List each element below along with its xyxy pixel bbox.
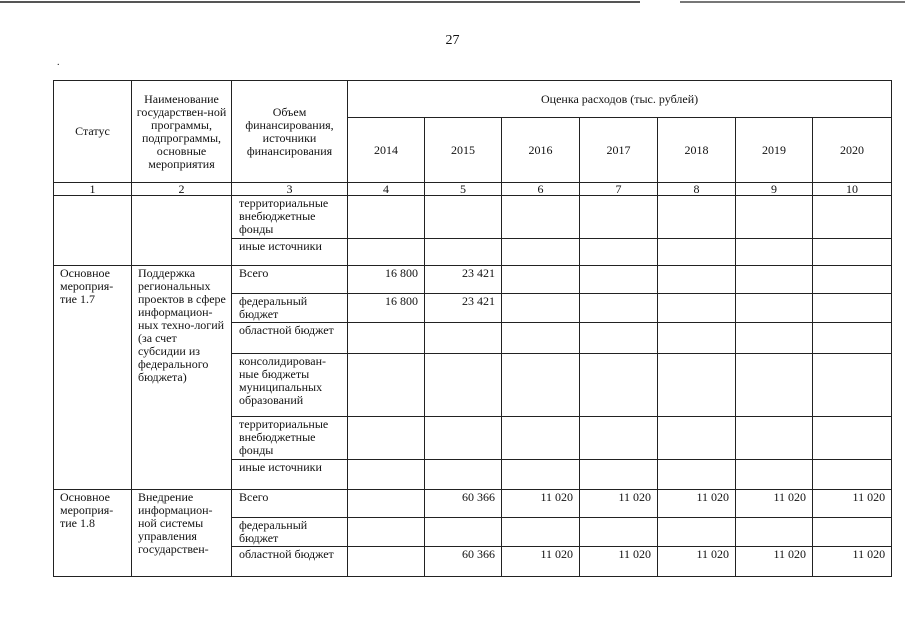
amount-cell xyxy=(425,417,502,460)
amount-cell xyxy=(425,460,502,490)
year-header: 2019 xyxy=(736,118,813,183)
amount-cell xyxy=(736,417,813,460)
amount-cell xyxy=(348,547,425,577)
header-row-1 xyxy=(54,81,892,118)
amount-cell xyxy=(658,518,736,547)
header-volume: Объем финансирования, источники финансирования xyxy=(232,81,348,183)
amount-cell xyxy=(348,323,425,354)
amount-cell xyxy=(736,354,813,417)
funding-source-cell: территориальные внебюджетные фонды xyxy=(232,196,348,239)
index-cell: 1 xyxy=(54,183,132,196)
table-row xyxy=(54,490,892,518)
amount-cell: 11 020 xyxy=(502,547,580,577)
amount-cell: 23 421 xyxy=(425,266,502,294)
amount-cell xyxy=(348,196,425,239)
funding-source-cell: иные источники xyxy=(232,239,348,266)
amount-cell xyxy=(658,323,736,354)
amount-cell: 11 020 xyxy=(580,547,658,577)
amount-cell: 16 800 xyxy=(348,266,425,294)
amount-cell xyxy=(348,417,425,460)
amount-cell xyxy=(736,323,813,354)
amount-cell xyxy=(580,266,658,294)
amount-cell xyxy=(502,460,580,490)
amount-cell xyxy=(502,354,580,417)
amount-cell xyxy=(658,294,736,323)
amount-cell: 60 366 xyxy=(425,490,502,518)
amount-cell xyxy=(580,354,658,417)
amount-cell xyxy=(425,354,502,417)
amount-cell xyxy=(813,518,892,547)
amount-cell xyxy=(348,354,425,417)
amount-cell xyxy=(580,239,658,266)
table-row xyxy=(54,266,892,294)
amount-cell xyxy=(348,239,425,266)
amount-cell xyxy=(813,417,892,460)
amount-cell: 11 020 xyxy=(813,490,892,518)
amount-cell: 11 020 xyxy=(736,490,813,518)
funding-source-cell: консолидирован-ные бюджеты муниципальных образований xyxy=(232,354,348,417)
block-measure-1-8 xyxy=(54,490,892,577)
amount-cell xyxy=(580,460,658,490)
amount-cell xyxy=(736,239,813,266)
header-estimate: Оценка расходов (тыс. рублей) xyxy=(348,81,892,118)
amount-cell: 11 020 xyxy=(658,490,736,518)
amount-cell: 11 020 xyxy=(502,490,580,518)
amount-cell xyxy=(813,266,892,294)
header-name: Наименование государствен-ной программы, подпрограммы, основные мероприятия xyxy=(132,81,232,183)
amount-cell xyxy=(502,417,580,460)
index-cell: 7 xyxy=(580,183,658,196)
status-cell: Основное мероприя-тие 1.7 xyxy=(54,266,132,490)
table-row xyxy=(54,196,892,239)
year-header: 2018 xyxy=(658,118,736,183)
amount-cell xyxy=(813,239,892,266)
amount-cell xyxy=(658,266,736,294)
amount-cell xyxy=(502,518,580,547)
amount-cell xyxy=(658,354,736,417)
amount-cell: 11 020 xyxy=(813,547,892,577)
funding-source-cell: федеральный бюджет xyxy=(232,518,348,547)
index-cell: 8 xyxy=(658,183,736,196)
amount-cell xyxy=(580,417,658,460)
amount-cell: 23 421 xyxy=(425,294,502,323)
year-header: 2014 xyxy=(348,118,425,183)
amount-cell xyxy=(425,239,502,266)
index-cell: 10 xyxy=(813,183,892,196)
page-number: 27 xyxy=(445,33,460,48)
funding-source-cell: областной бюджет xyxy=(232,323,348,354)
amount-cell xyxy=(658,196,736,239)
index-cell: 9 xyxy=(736,183,813,196)
amount-cell xyxy=(580,196,658,239)
top-line-right xyxy=(680,1,905,3)
amount-cell: 11 020 xyxy=(580,490,658,518)
amount-cell xyxy=(502,239,580,266)
year-header: 2017 xyxy=(580,118,658,183)
amount-cell xyxy=(736,518,813,547)
header-status: Статус xyxy=(54,81,132,183)
status-cell xyxy=(54,196,132,266)
amount-cell xyxy=(736,460,813,490)
index-cell: 6 xyxy=(502,183,580,196)
funding-source-cell: областной бюджет xyxy=(232,547,348,577)
amount-cell xyxy=(348,518,425,547)
index-cell: 4 xyxy=(348,183,425,196)
year-header: 2016 xyxy=(502,118,580,183)
amount-cell xyxy=(425,323,502,354)
amount-cell xyxy=(813,460,892,490)
amount-cell xyxy=(736,266,813,294)
stray-mark: . xyxy=(57,57,60,68)
amount-cell xyxy=(580,294,658,323)
amount-cell xyxy=(580,518,658,547)
top-border-line xyxy=(0,0,905,4)
block-previous xyxy=(54,196,892,266)
funding-source-cell: Всего xyxy=(232,490,348,518)
status-cell: Основное мероприя-тие 1.8 xyxy=(54,490,132,577)
amount-cell xyxy=(658,417,736,460)
year-header: 2015 xyxy=(425,118,502,183)
funding-source-cell: федеральный бюджет xyxy=(232,294,348,323)
index-cell: 2 xyxy=(132,183,232,196)
funding-source-cell: Всего xyxy=(232,266,348,294)
top-line-left xyxy=(0,1,640,3)
amount-cell xyxy=(813,294,892,323)
index-cell: 3 xyxy=(232,183,348,196)
year-header: 2020 xyxy=(813,118,892,183)
amount-cell xyxy=(813,323,892,354)
amount-cell xyxy=(502,323,580,354)
measure-name-cell: Поддержка региональных проектов в сфере информацион-ных техно-логий (за счет субсидии из федерального бюджета) xyxy=(132,266,232,490)
funding-source-cell: иные источники xyxy=(232,460,348,490)
amount-cell xyxy=(502,266,580,294)
amount-cell xyxy=(425,518,502,547)
budget-table xyxy=(53,80,892,577)
amount-cell: 11 020 xyxy=(658,547,736,577)
amount-cell xyxy=(813,354,892,417)
funding-source-cell: территориальные внебюджетные фонды xyxy=(232,417,348,460)
index-row xyxy=(54,183,892,196)
measure-name-cell: Внедрение информацион-ной системы управления государствен- xyxy=(132,490,232,577)
amount-cell xyxy=(736,196,813,239)
amount-cell: 60 366 xyxy=(425,547,502,577)
index-cell: 5 xyxy=(425,183,502,196)
amount-cell xyxy=(658,239,736,266)
amount-cell xyxy=(348,460,425,490)
amount-cell xyxy=(425,196,502,239)
amount-cell xyxy=(658,460,736,490)
block-measure-1-7 xyxy=(54,266,892,490)
amount-cell xyxy=(580,323,658,354)
amount-cell xyxy=(813,196,892,239)
measure-name-cell xyxy=(132,196,232,266)
amount-cell: 16 800 xyxy=(348,294,425,323)
amount-cell: 11 020 xyxy=(736,547,813,577)
amount-cell xyxy=(502,294,580,323)
amount-cell xyxy=(502,196,580,239)
amount-cell xyxy=(736,294,813,323)
amount-cell xyxy=(348,490,425,518)
